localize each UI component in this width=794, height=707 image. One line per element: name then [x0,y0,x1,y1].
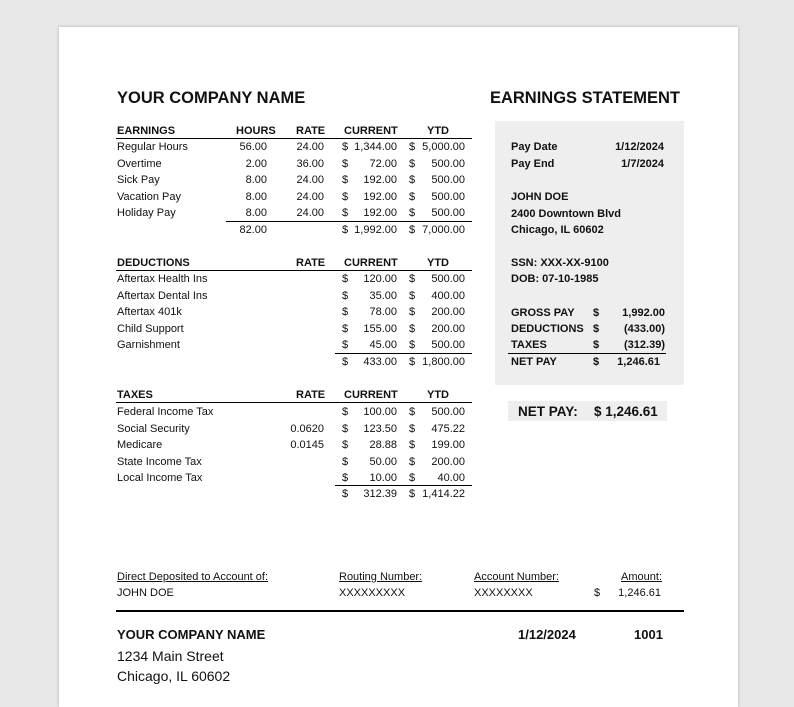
row-label: State Income Tax [117,455,202,468]
row-hours: 8.00 [245,207,267,219]
row-current: 192.00 [363,190,397,203]
row-current: 120.00 [363,273,397,285]
currency-symbol: $ [409,207,416,219]
row-current: 192.00 [363,207,397,219]
check-address-line2: Chicago, IL 60602 [117,668,231,684]
currency-symbol: $ [409,289,416,302]
row-current: 35.00 [369,289,397,302]
row-ytd: 475.22 [431,422,465,435]
company-name: YOUR COMPANY NAME [117,89,306,107]
currency-symbol: $ [342,207,349,219]
employee-address-line1: 2400 Downtown Blvd [511,208,622,220]
row-ytd: 5,000.00 [422,141,465,153]
row-current: 28.88 [369,439,397,451]
currency-symbol: $ [409,339,416,351]
deductions-total-current: 433.00 [363,356,397,368]
hours-header: HOURS [236,125,276,137]
currency-symbol: $ [409,322,416,335]
row-hours: 2.00 [245,157,267,170]
currency-symbol: $ [409,455,416,468]
row-current: 192.00 [363,174,397,186]
deductions-header: DEDUCTIONS [117,257,190,269]
taxes-total-current: 312.39 [363,488,397,500]
row-current: 72.00 [369,157,397,170]
row-rate: 36.00 [296,157,324,170]
net-pay-value: 1,246.61 [617,356,660,368]
row-ytd: 500.00 [431,190,465,203]
ytd-header: YTD [427,389,449,401]
row-current: 123.50 [363,422,397,435]
currency-symbol: $ [594,587,601,599]
row-label: Federal Income Tax [117,406,214,418]
currency-symbol: $ [342,157,349,170]
row-ytd: 500.00 [431,406,465,418]
currency-symbol: $ [342,439,349,451]
deposit-name: JOHN DOE [117,587,174,599]
currency-symbol: $ [342,190,349,203]
row-ytd: 40.00 [437,472,465,484]
rate-header: RATE [296,257,326,269]
check-address-line1: 1234 Main Street [117,648,224,664]
row-label: Social Security [117,422,190,435]
taxes-value: (312.39) [624,339,665,351]
deductions-value: (433.00) [624,323,665,335]
row-label: Garnishment [117,339,180,351]
currency-symbol: $ [342,306,349,318]
total-ytd: 7,000.00 [422,224,465,236]
gross-pay-label: GROSS PAY [511,307,575,319]
net-pay-big-value: $ 1,246.61 [594,404,658,419]
row-ytd: 500.00 [431,157,465,170]
employee-name: JOHN DOE [511,191,569,203]
row-ytd: 500.00 [431,207,465,219]
row-rate: 0.0145 [290,439,324,451]
taxes-header: TAXES [117,389,153,401]
currency-symbol: $ [342,322,349,335]
ytd-header: YTD [427,125,449,137]
currency-symbol: $ [342,273,349,285]
currency-symbol: $ [342,488,349,500]
pay-end-label: Pay End [511,158,555,170]
row-ytd: 500.00 [431,273,465,285]
row-ytd: 500.00 [431,174,465,186]
row-rate: 24.00 [296,141,324,153]
currency-symbol: $ [409,141,416,153]
row-label: Regular Hours [117,141,188,153]
row-ytd: 200.00 [431,322,465,335]
currency-symbol: $ [409,306,416,318]
pay-stub-page [59,27,738,707]
dob: DOB: 07-10-1985 [511,273,599,285]
deductions-total-ytd: 1,800.00 [422,356,465,368]
currency-symbol: $ [409,224,416,236]
currency-symbol: $ [593,339,600,351]
gross-pay-value: 1,992.00 [622,307,665,319]
row-hours: 8.00 [245,174,267,186]
currency-symbol: $ [409,422,416,435]
currency-symbol: $ [409,273,416,285]
row-ytd: 400.00 [431,289,465,302]
currency-symbol: $ [342,455,349,468]
total-current: 1,992.00 [354,224,397,236]
row-current: 100.00 [363,406,397,418]
row-rate: 24.00 [296,190,324,203]
check-number: 1001 [634,627,663,642]
row-hours: 8.00 [245,190,267,203]
row-ytd: 200.00 [431,455,465,468]
routing-number-label: Routing Number: [339,571,423,583]
taxes-label: TAXES [511,339,547,351]
row-label: Holiday Pay [117,207,176,219]
currency-symbol: $ [409,157,416,170]
row-current: 78.00 [369,306,397,318]
currency-symbol: $ [342,356,349,368]
row-hours: 56.00 [239,141,267,153]
current-header: CURRENT [344,257,398,269]
row-current: 155.00 [363,322,397,335]
currency-symbol: $ [342,472,349,484]
routing-number: XXXXXXXXX [339,587,406,599]
row-label: Local Income Tax [117,472,203,484]
currency-symbol: $ [409,190,416,203]
current-header: CURRENT [344,389,398,401]
currency-symbol: $ [409,472,416,484]
currency-symbol: $ [342,406,349,418]
check-company-name: YOUR COMPANY NAME [117,627,266,642]
account-number: XXXXXXXX [474,587,533,599]
currency-symbol: $ [593,356,600,368]
row-label: Child Support [117,322,184,335]
row-current: 1,344.00 [354,141,397,153]
ssn: SSN: XXX-XX-9100 [511,257,609,269]
currency-symbol: $ [593,307,600,319]
row-label: Aftertax Health Ins [117,273,208,285]
currency-symbol: $ [409,488,416,500]
net-pay-big-label: NET PAY: [518,404,578,419]
account-number-label: Account Number: [474,571,559,583]
row-label: Sick Pay [117,174,160,186]
taxes-total-ytd: 1,414.22 [422,488,465,500]
currency-symbol: $ [342,339,349,351]
ytd-header: YTD [427,257,449,269]
row-label: Aftertax 401k [117,306,182,318]
rate-header: RATE [296,389,326,401]
net-pay-label: NET PAY [511,356,557,368]
currency-symbol: $ [342,224,349,236]
amount-label: Amount: [621,571,662,583]
row-label: Overtime [117,157,162,170]
statement-title: EARNINGS STATEMENT [489,89,680,107]
earnings-header: EARNINGS [117,125,176,137]
row-label: Medicare [117,439,163,451]
deposit-account-of-label: Direct Deposited to Account of: [117,571,269,583]
total-hours: 82.00 [239,224,267,236]
currency-symbol: $ [342,141,349,153]
deposit-amount: 1,246.61 [618,587,661,599]
check-date: 1/12/2024 [518,627,576,642]
currency-symbol: $ [409,356,416,368]
pay-date-value: 1/12/2024 [615,141,664,153]
current-header: CURRENT [344,125,398,137]
row-ytd: 199.00 [431,439,465,451]
row-current: 10.00 [369,472,397,484]
row-rate: 24.00 [296,207,324,219]
row-ytd: 500.00 [431,339,465,351]
currency-symbol: $ [342,289,349,302]
row-rate: 24.00 [296,174,324,186]
row-rate: 0.0620 [290,422,324,435]
currency-symbol: $ [593,323,600,335]
row-current: 45.00 [369,339,397,351]
currency-symbol: $ [342,174,349,186]
row-current: 50.00 [369,455,397,468]
row-ytd: 200.00 [431,306,465,318]
pay-date-label: Pay Date [511,141,558,153]
rate-header: RATE [296,125,326,137]
deductions-label: DEDUCTIONS [511,323,584,335]
currency-symbol: $ [342,422,349,435]
currency-symbol: $ [409,439,416,451]
pay-end-value: 1/7/2024 [621,158,664,170]
row-label: Aftertax Dental Ins [117,289,208,302]
currency-symbol: $ [409,406,416,418]
employee-address-line2: Chicago, IL 60602 [511,224,604,236]
currency-symbol: $ [409,174,416,186]
row-label: Vacation Pay [117,190,182,203]
